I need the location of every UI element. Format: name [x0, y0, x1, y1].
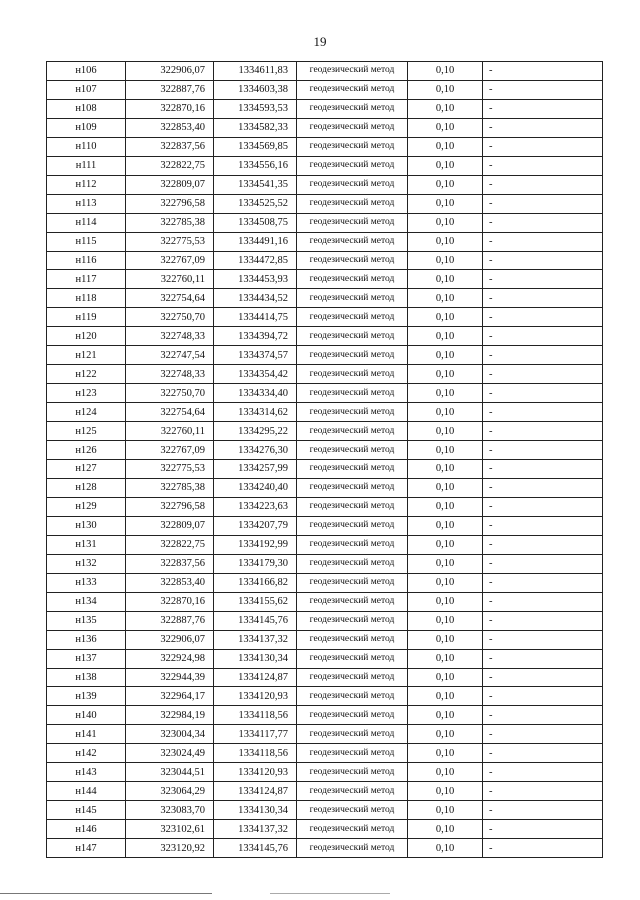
- note-cell: -: [483, 801, 603, 820]
- point-id-cell: н121: [47, 346, 126, 365]
- accuracy-cell: 0,10: [408, 194, 483, 213]
- method-cell: геодезический метод: [297, 441, 408, 460]
- x-coordinate-cell: 322964,17: [126, 687, 214, 706]
- y-coordinate-cell: 1334179,30: [214, 554, 297, 573]
- x-coordinate-cell: 322822,75: [126, 156, 214, 175]
- point-id-cell: н109: [47, 118, 126, 137]
- method-cell: геодезический метод: [297, 327, 408, 346]
- note-cell: -: [483, 99, 603, 118]
- y-coordinate-cell: 1334120,93: [214, 763, 297, 782]
- accuracy-cell: 0,10: [408, 384, 483, 403]
- point-id-cell: н143: [47, 763, 126, 782]
- note-cell: -: [483, 649, 603, 668]
- y-coordinate-cell: 1334117,77: [214, 725, 297, 744]
- y-coordinate-cell: 1334207,79: [214, 516, 297, 535]
- table-row: [47, 497, 603, 516]
- x-coordinate-cell: 322809,07: [126, 175, 214, 194]
- accuracy-cell: 0,10: [408, 270, 483, 289]
- method-cell: геодезический метод: [297, 839, 408, 858]
- accuracy-cell: 0,10: [408, 649, 483, 668]
- method-cell: геодезический метод: [297, 289, 408, 308]
- note-cell: -: [483, 251, 603, 270]
- accuracy-cell: 0,10: [408, 630, 483, 649]
- y-coordinate-cell: 1334166,82: [214, 573, 297, 592]
- x-coordinate-cell: 322944,39: [126, 668, 214, 687]
- note-cell: -: [483, 763, 603, 782]
- y-coordinate-cell: 1334118,56: [214, 706, 297, 725]
- method-cell: геодезический метод: [297, 782, 408, 801]
- x-coordinate-cell: 322748,33: [126, 327, 214, 346]
- x-coordinate-cell: 322796,58: [126, 497, 214, 516]
- note-cell: -: [483, 611, 603, 630]
- note-cell: -: [483, 365, 603, 384]
- x-coordinate-cell: 322837,56: [126, 137, 214, 156]
- point-id-cell: н132: [47, 554, 126, 573]
- note-cell: -: [483, 782, 603, 801]
- x-coordinate-cell: 322837,56: [126, 554, 214, 573]
- x-coordinate-cell: 322760,11: [126, 270, 214, 289]
- table-row: [47, 839, 603, 858]
- method-cell: геодезический метод: [297, 422, 408, 441]
- point-id-cell: н145: [47, 801, 126, 820]
- accuracy-cell: 0,10: [408, 441, 483, 460]
- coordinates-table-body: [47, 62, 603, 858]
- y-coordinate-cell: 1334414,75: [214, 308, 297, 327]
- accuracy-cell: 0,10: [408, 611, 483, 630]
- method-cell: геодезический метод: [297, 763, 408, 782]
- x-coordinate-cell: 322754,64: [126, 403, 214, 422]
- table-row: [47, 573, 603, 592]
- x-coordinate-cell: 323004,34: [126, 725, 214, 744]
- accuracy-cell: 0,10: [408, 554, 483, 573]
- method-cell: геодезический метод: [297, 744, 408, 763]
- y-coordinate-cell: 1334276,30: [214, 441, 297, 460]
- y-coordinate-cell: 1334593,53: [214, 99, 297, 118]
- x-coordinate-cell: 322853,40: [126, 118, 214, 137]
- point-id-cell: н131: [47, 535, 126, 554]
- table-row: [47, 270, 603, 289]
- note-cell: -: [483, 232, 603, 251]
- note-cell: -: [483, 744, 603, 763]
- method-cell: геодезический метод: [297, 592, 408, 611]
- method-cell: геодезический метод: [297, 346, 408, 365]
- table-row: [47, 175, 603, 194]
- table-row: [47, 801, 603, 820]
- point-id-cell: н117: [47, 270, 126, 289]
- accuracy-cell: 0,10: [408, 80, 483, 99]
- note-cell: -: [483, 384, 603, 403]
- y-coordinate-cell: 1334491,16: [214, 232, 297, 251]
- y-coordinate-cell: 1334453,93: [214, 270, 297, 289]
- x-coordinate-cell: 322775,53: [126, 460, 214, 479]
- x-coordinate-cell: 323083,70: [126, 801, 214, 820]
- method-cell: геодезический метод: [297, 194, 408, 213]
- accuracy-cell: 0,10: [408, 156, 483, 175]
- point-id-cell: н134: [47, 592, 126, 611]
- method-cell: геодезический метод: [297, 232, 408, 251]
- table-row: [47, 725, 603, 744]
- accuracy-cell: 0,10: [408, 175, 483, 194]
- method-cell: геодезический метод: [297, 270, 408, 289]
- method-cell: геодезический метод: [297, 365, 408, 384]
- table-row: [47, 213, 603, 232]
- y-coordinate-cell: 1334295,22: [214, 422, 297, 441]
- footer-rule-faint: [270, 893, 390, 894]
- method-cell: геодезический метод: [297, 99, 408, 118]
- table-row: [47, 535, 603, 554]
- y-coordinate-cell: 1334130,34: [214, 801, 297, 820]
- x-coordinate-cell: 322767,09: [126, 251, 214, 270]
- y-coordinate-cell: 1334556,16: [214, 156, 297, 175]
- accuracy-cell: 0,10: [408, 820, 483, 839]
- x-coordinate-cell: 323064,29: [126, 782, 214, 801]
- table-row: [47, 782, 603, 801]
- accuracy-cell: 0,10: [408, 99, 483, 118]
- point-id-cell: н128: [47, 478, 126, 497]
- y-coordinate-cell: 1334569,85: [214, 137, 297, 156]
- coordinates-table: [46, 61, 603, 858]
- accuracy-cell: 0,10: [408, 346, 483, 365]
- method-cell: геодезический метод: [297, 668, 408, 687]
- table-row: [47, 630, 603, 649]
- method-cell: геодезический метод: [297, 118, 408, 137]
- accuracy-cell: 0,10: [408, 213, 483, 232]
- table-row: [47, 327, 603, 346]
- method-cell: геодезический метод: [297, 175, 408, 194]
- method-cell: геодезический метод: [297, 403, 408, 422]
- y-coordinate-cell: 1334145,76: [214, 839, 297, 858]
- table-row: [47, 137, 603, 156]
- accuracy-cell: 0,10: [408, 62, 483, 81]
- table-row: [47, 820, 603, 839]
- accuracy-cell: 0,10: [408, 535, 483, 554]
- point-id-cell: н125: [47, 422, 126, 441]
- method-cell: геодезический метод: [297, 62, 408, 81]
- method-cell: геодезический метод: [297, 801, 408, 820]
- accuracy-cell: 0,10: [408, 365, 483, 384]
- x-coordinate-cell: 322748,33: [126, 365, 214, 384]
- accuracy-cell: 0,10: [408, 782, 483, 801]
- method-cell: геодезический метод: [297, 478, 408, 497]
- method-cell: геодезический метод: [297, 725, 408, 744]
- point-id-cell: н126: [47, 441, 126, 460]
- method-cell: геодезический метод: [297, 384, 408, 403]
- table-row: [47, 365, 603, 384]
- point-id-cell: н144: [47, 782, 126, 801]
- table-row: [47, 460, 603, 479]
- y-coordinate-cell: 1334145,76: [214, 611, 297, 630]
- x-coordinate-cell: 322853,40: [126, 573, 214, 592]
- note-cell: -: [483, 403, 603, 422]
- point-id-cell: н139: [47, 687, 126, 706]
- x-coordinate-cell: 322785,38: [126, 213, 214, 232]
- table-row: [47, 99, 603, 118]
- table-row: [47, 611, 603, 630]
- note-cell: -: [483, 213, 603, 232]
- x-coordinate-cell: 323024,49: [126, 744, 214, 763]
- accuracy-cell: 0,10: [408, 251, 483, 270]
- accuracy-cell: 0,10: [408, 687, 483, 706]
- note-cell: -: [483, 497, 603, 516]
- method-cell: геодезический метод: [297, 137, 408, 156]
- note-cell: -: [483, 80, 603, 99]
- point-id-cell: н106: [47, 62, 126, 81]
- point-id-cell: н140: [47, 706, 126, 725]
- note-cell: -: [483, 535, 603, 554]
- y-coordinate-cell: 1334120,93: [214, 687, 297, 706]
- method-cell: геодезический метод: [297, 554, 408, 573]
- point-id-cell: н111: [47, 156, 126, 175]
- point-id-cell: н129: [47, 497, 126, 516]
- method-cell: геодезический метод: [297, 80, 408, 99]
- x-coordinate-cell: 322906,07: [126, 630, 214, 649]
- y-coordinate-cell: 1334257,99: [214, 460, 297, 479]
- table-row: [47, 478, 603, 497]
- table-row: [47, 649, 603, 668]
- y-coordinate-cell: 1334334,40: [214, 384, 297, 403]
- accuracy-cell: 0,10: [408, 668, 483, 687]
- accuracy-cell: 0,10: [408, 516, 483, 535]
- accuracy-cell: 0,10: [408, 327, 483, 346]
- note-cell: -: [483, 668, 603, 687]
- note-cell: -: [483, 156, 603, 175]
- x-coordinate-cell: 322750,70: [126, 308, 214, 327]
- y-coordinate-cell: 1334155,62: [214, 592, 297, 611]
- table-row: [47, 687, 603, 706]
- note-cell: -: [483, 289, 603, 308]
- table-row: [47, 668, 603, 687]
- method-cell: геодезический метод: [297, 630, 408, 649]
- y-coordinate-cell: 1334394,72: [214, 327, 297, 346]
- y-coordinate-cell: 1334240,40: [214, 478, 297, 497]
- note-cell: -: [483, 175, 603, 194]
- note-cell: -: [483, 137, 603, 156]
- y-coordinate-cell: 1334434,52: [214, 289, 297, 308]
- note-cell: -: [483, 346, 603, 365]
- note-cell: -: [483, 592, 603, 611]
- method-cell: геодезический метод: [297, 497, 408, 516]
- point-id-cell: н136: [47, 630, 126, 649]
- footer-rule: [0, 893, 212, 894]
- note-cell: -: [483, 478, 603, 497]
- y-coordinate-cell: 1334582,33: [214, 118, 297, 137]
- accuracy-cell: 0,10: [408, 573, 483, 592]
- y-coordinate-cell: 1334137,32: [214, 820, 297, 839]
- point-id-cell: н113: [47, 194, 126, 213]
- accuracy-cell: 0,10: [408, 137, 483, 156]
- accuracy-cell: 0,10: [408, 801, 483, 820]
- point-id-cell: н114: [47, 213, 126, 232]
- y-coordinate-cell: 1334124,87: [214, 782, 297, 801]
- accuracy-cell: 0,10: [408, 478, 483, 497]
- accuracy-cell: 0,10: [408, 839, 483, 858]
- table-row: [47, 403, 603, 422]
- table-row: [47, 346, 603, 365]
- method-cell: геодезический метод: [297, 573, 408, 592]
- table-row: [47, 384, 603, 403]
- note-cell: -: [483, 516, 603, 535]
- point-id-cell: н110: [47, 137, 126, 156]
- y-coordinate-cell: 1334374,57: [214, 346, 297, 365]
- table-row: [47, 156, 603, 175]
- x-coordinate-cell: 322906,07: [126, 62, 214, 81]
- point-id-cell: н127: [47, 460, 126, 479]
- x-coordinate-cell: 322767,09: [126, 441, 214, 460]
- note-cell: -: [483, 554, 603, 573]
- y-coordinate-cell: 1334124,87: [214, 668, 297, 687]
- point-id-cell: н137: [47, 649, 126, 668]
- accuracy-cell: 0,10: [408, 706, 483, 725]
- x-coordinate-cell: 323044,51: [126, 763, 214, 782]
- y-coordinate-cell: 1334130,34: [214, 649, 297, 668]
- note-cell: -: [483, 573, 603, 592]
- accuracy-cell: 0,10: [408, 403, 483, 422]
- accuracy-cell: 0,10: [408, 460, 483, 479]
- table-row: [47, 289, 603, 308]
- note-cell: -: [483, 422, 603, 441]
- note-cell: -: [483, 270, 603, 289]
- point-id-cell: н146: [47, 820, 126, 839]
- x-coordinate-cell: 322785,38: [126, 478, 214, 497]
- x-coordinate-cell: 322754,64: [126, 289, 214, 308]
- point-id-cell: н141: [47, 725, 126, 744]
- point-id-cell: н147: [47, 839, 126, 858]
- table-row: [47, 118, 603, 137]
- table-row: [47, 80, 603, 99]
- note-cell: -: [483, 687, 603, 706]
- table-row: [47, 194, 603, 213]
- table-row: [47, 516, 603, 535]
- accuracy-cell: 0,10: [408, 308, 483, 327]
- point-id-cell: н123: [47, 384, 126, 403]
- method-cell: геодезический метод: [297, 611, 408, 630]
- method-cell: геодезический метод: [297, 156, 408, 175]
- method-cell: геодезический метод: [297, 460, 408, 479]
- point-id-cell: н142: [47, 744, 126, 763]
- x-coordinate-cell: 322760,11: [126, 422, 214, 441]
- point-id-cell: н119: [47, 308, 126, 327]
- y-coordinate-cell: 1334118,56: [214, 744, 297, 763]
- accuracy-cell: 0,10: [408, 232, 483, 251]
- table-row: [47, 592, 603, 611]
- x-coordinate-cell: 322887,76: [126, 611, 214, 630]
- point-id-cell: н124: [47, 403, 126, 422]
- y-coordinate-cell: 1334192,99: [214, 535, 297, 554]
- note-cell: -: [483, 118, 603, 137]
- accuracy-cell: 0,10: [408, 422, 483, 441]
- note-cell: -: [483, 308, 603, 327]
- x-coordinate-cell: 322747,54: [126, 346, 214, 365]
- y-coordinate-cell: 1334354,42: [214, 365, 297, 384]
- note-cell: -: [483, 62, 603, 81]
- x-coordinate-cell: 322924,98: [126, 649, 214, 668]
- point-id-cell: н120: [47, 327, 126, 346]
- accuracy-cell: 0,10: [408, 725, 483, 744]
- note-cell: -: [483, 725, 603, 744]
- note-cell: -: [483, 839, 603, 858]
- point-id-cell: н108: [47, 99, 126, 118]
- note-cell: -: [483, 820, 603, 839]
- table-row: [47, 62, 603, 81]
- method-cell: геодезический метод: [297, 308, 408, 327]
- y-coordinate-cell: 1334137,32: [214, 630, 297, 649]
- x-coordinate-cell: 322750,70: [126, 384, 214, 403]
- point-id-cell: н122: [47, 365, 126, 384]
- accuracy-cell: 0,10: [408, 763, 483, 782]
- accuracy-cell: 0,10: [408, 744, 483, 763]
- point-id-cell: н118: [47, 289, 126, 308]
- accuracy-cell: 0,10: [408, 118, 483, 137]
- x-coordinate-cell: 323120,92: [126, 839, 214, 858]
- x-coordinate-cell: 322870,16: [126, 592, 214, 611]
- y-coordinate-cell: 1334611,83: [214, 62, 297, 81]
- point-id-cell: н135: [47, 611, 126, 630]
- method-cell: геодезический метод: [297, 706, 408, 725]
- point-id-cell: н112: [47, 175, 126, 194]
- y-coordinate-cell: 1334525,52: [214, 194, 297, 213]
- method-cell: геодезический метод: [297, 820, 408, 839]
- point-id-cell: н107: [47, 80, 126, 99]
- y-coordinate-cell: 1334508,75: [214, 213, 297, 232]
- table-row: [47, 251, 603, 270]
- table-row: [47, 554, 603, 573]
- table-row: [47, 706, 603, 725]
- method-cell: геодезический метод: [297, 251, 408, 270]
- method-cell: геодезический метод: [297, 516, 408, 535]
- accuracy-cell: 0,10: [408, 592, 483, 611]
- x-coordinate-cell: 322822,75: [126, 535, 214, 554]
- note-cell: -: [483, 460, 603, 479]
- y-coordinate-cell: 1334472,85: [214, 251, 297, 270]
- table-row: [47, 308, 603, 327]
- x-coordinate-cell: 322775,53: [126, 232, 214, 251]
- y-coordinate-cell: 1334223,63: [214, 497, 297, 516]
- y-coordinate-cell: 1334541,35: [214, 175, 297, 194]
- table-row: [47, 763, 603, 782]
- x-coordinate-cell: 322809,07: [126, 516, 214, 535]
- table-row: [47, 422, 603, 441]
- point-id-cell: н130: [47, 516, 126, 535]
- page-number: 19: [313, 34, 327, 49]
- point-id-cell: н133: [47, 573, 126, 592]
- note-cell: -: [483, 327, 603, 346]
- note-cell: -: [483, 194, 603, 213]
- point-id-cell: н138: [47, 668, 126, 687]
- note-cell: -: [483, 630, 603, 649]
- method-cell: геодезический метод: [297, 687, 408, 706]
- x-coordinate-cell: 322870,16: [126, 99, 214, 118]
- table-row: [47, 232, 603, 251]
- method-cell: геодезический метод: [297, 649, 408, 668]
- method-cell: геодезический метод: [297, 213, 408, 232]
- y-coordinate-cell: 1334603,38: [214, 80, 297, 99]
- accuracy-cell: 0,10: [408, 497, 483, 516]
- x-coordinate-cell: 322887,76: [126, 80, 214, 99]
- table-row: [47, 744, 603, 763]
- table-row: [47, 441, 603, 460]
- note-cell: -: [483, 706, 603, 725]
- method-cell: геодезический метод: [297, 535, 408, 554]
- accuracy-cell: 0,10: [408, 289, 483, 308]
- x-coordinate-cell: 323102,61: [126, 820, 214, 839]
- note-cell: -: [483, 441, 603, 460]
- y-coordinate-cell: 1334314,62: [214, 403, 297, 422]
- point-id-cell: н116: [47, 251, 126, 270]
- x-coordinate-cell: 322796,58: [126, 194, 214, 213]
- point-id-cell: н115: [47, 232, 126, 251]
- x-coordinate-cell: 322984,19: [126, 706, 214, 725]
